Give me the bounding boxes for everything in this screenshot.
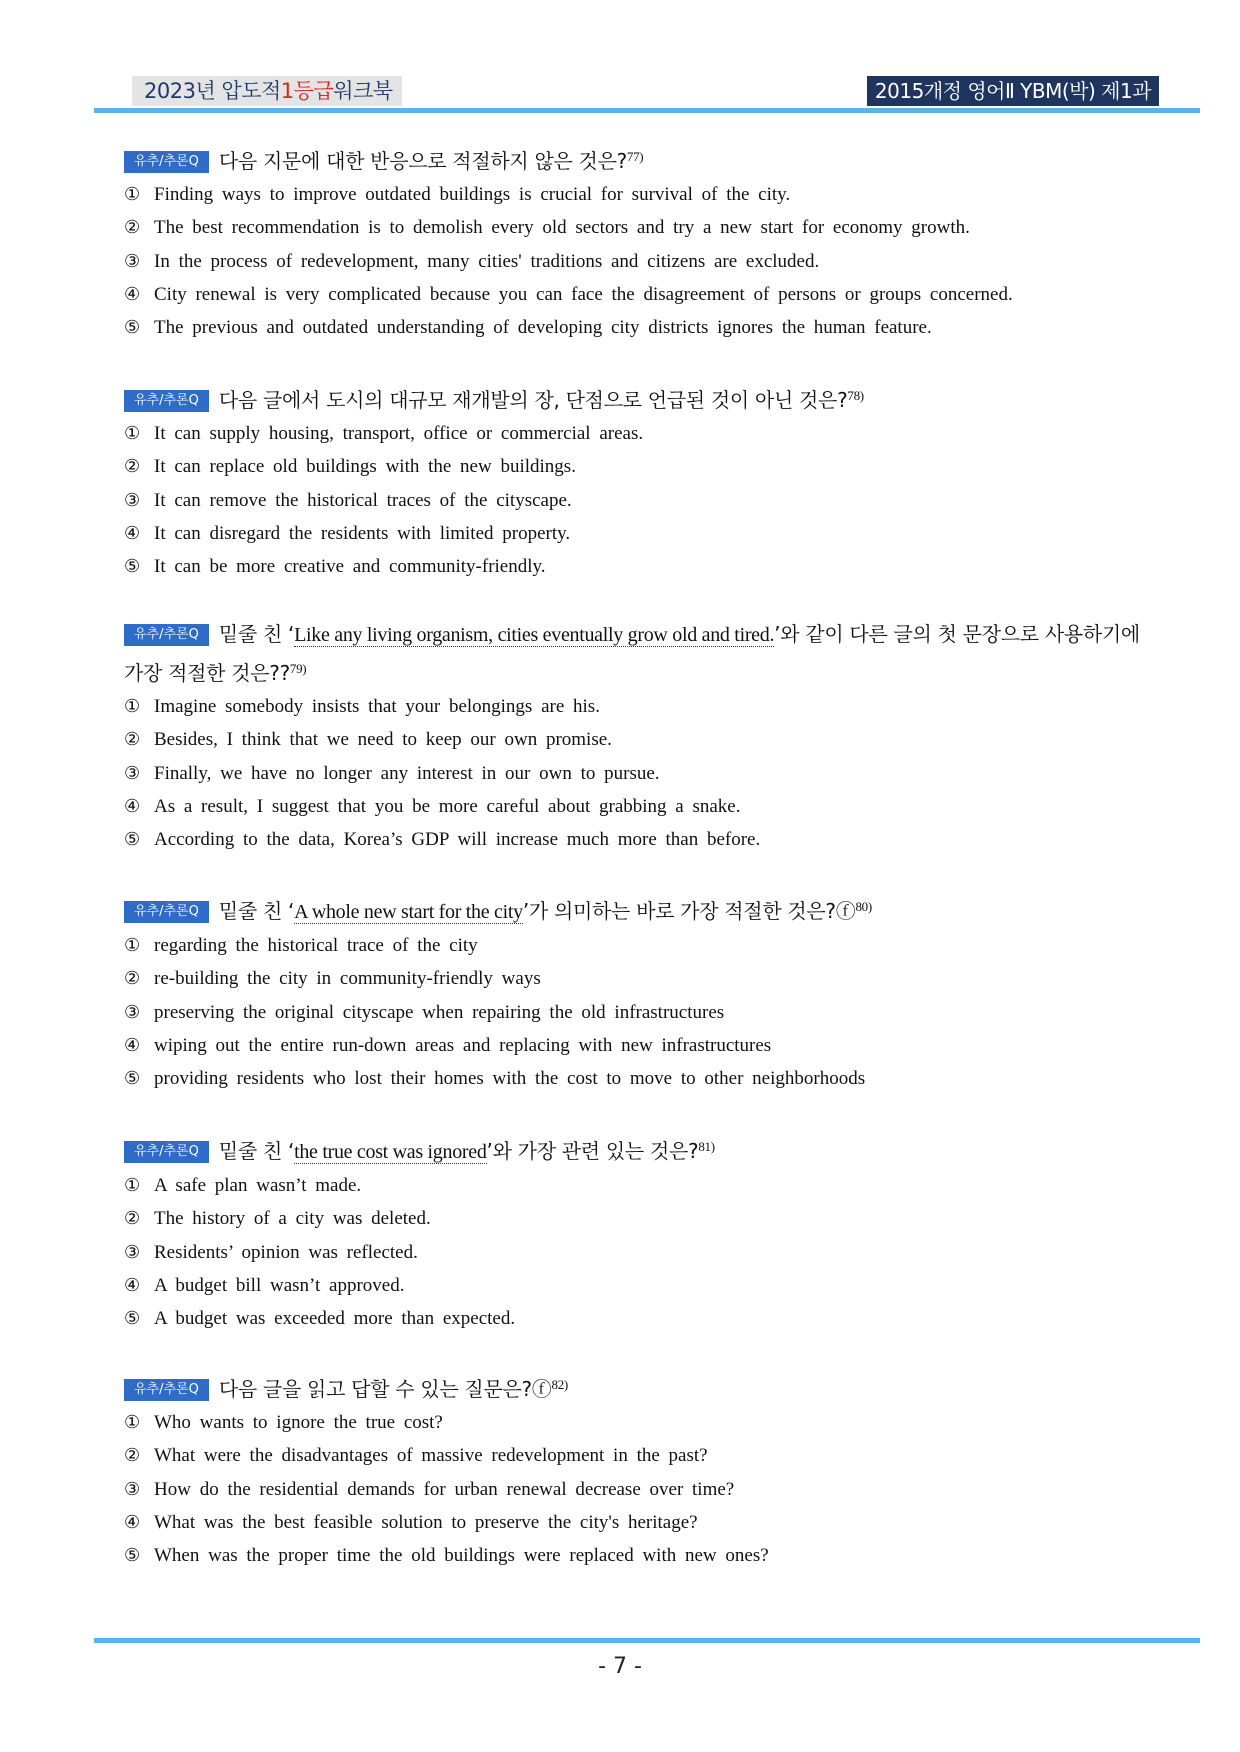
question-type-badge: 유추/추론Q [124, 151, 209, 173]
question-80 [124, 890, 1164, 1095]
question-77 [124, 140, 1164, 344]
question-header [124, 1368, 1164, 1406]
question-81 [124, 1130, 1164, 1335]
answer-option[interactable]: ① A safe plan wasn’t made. [124, 1175, 362, 1196]
answer-option[interactable]: ③ Finally, we have no longer any interest in our own to pursue. [124, 762, 660, 784]
footnote-number: 77) [626, 149, 644, 164]
question-header [124, 1130, 1164, 1169]
underlined-quote: the true cost was ignored [294, 1141, 487, 1163]
answer-option[interactable]: ② Besides, I think that we need to keep our own promise. [124, 729, 612, 751]
top-divider [94, 108, 1200, 113]
question-prompt-suffix: ’와 가장 관련 있는 것은? [486, 1139, 699, 1163]
answer-option[interactable]: ① Imagine somebody insists that your belongings are his. [124, 696, 600, 717]
answer-option[interactable]: ④ It can disregard the residents with limited property. [124, 522, 571, 544]
answer-option[interactable]: ③ It can remove the historical traces of the cityscape. [124, 489, 572, 511]
answer-option[interactable]: ① regarding the historical trace of the city [124, 935, 478, 956]
question-header [124, 140, 1164, 178]
question-type-badge: 유추/추론Q [124, 901, 209, 923]
question-header [124, 379, 1164, 417]
question-header [124, 617, 1164, 690]
question-type-badge: 유추/추론Q [124, 1379, 209, 1401]
question-prompt-prefix: 밑줄 친 ‘ [218, 1139, 295, 1163]
page-header [94, 76, 1194, 106]
question-prompt-suffix: ’가 의미하는 바로 가장 적절한 것은?ⓕ [522, 899, 856, 923]
question-82 [124, 1368, 1164, 1572]
answer-option[interactable]: ④ City renewal is very complicated because you can face the disagreement of persons or groups concerned. [124, 283, 1013, 305]
answer-option[interactable]: ⑤ The previous and outdated understanding of developing city districts ignores the human feature. [124, 317, 932, 339]
answer-option[interactable]: ④ As a result, I suggest that you be more careful about grabbing a snake. [124, 795, 741, 817]
workbook-title: 2023년 압도적1등급워크북 [132, 76, 402, 106]
answer-option[interactable]: ① It can supply housing, transport, office or commercial areas. [124, 423, 644, 444]
underlined-quote: A whole new start for the city [294, 901, 523, 923]
question-prompt-prefix: 밑줄 친 ‘ [218, 622, 295, 646]
question-type-badge: 유추/추론Q [124, 1141, 209, 1163]
answer-option[interactable]: ② The best recommendation is to demolish every old sectors and try a new start for economy growth. [124, 217, 970, 239]
answer-option[interactable]: ② The history of a city was deleted. [124, 1208, 431, 1230]
footnote-number: 79) [289, 661, 307, 676]
answer-option[interactable]: ④ What was the best feasible solution to preserve the city's heritage? [124, 1511, 698, 1533]
question-prompt-prefix: 밑줄 친 ‘ [218, 899, 295, 923]
course-title: 2015개정 영어Ⅱ YBM(박) 제1과 [867, 76, 1159, 106]
answer-option[interactable]: ⑤ providing residents who lost their homes with the cost to move to other neighborhoods [124, 1068, 866, 1090]
question-type-badge: 유추/추론Q [124, 390, 209, 412]
question-78 [124, 379, 1164, 583]
answer-option[interactable]: ② What were the disadvantages of massive redevelopment in the past? [124, 1445, 708, 1467]
page-number: - 7 - [598, 1654, 642, 1679]
question-header [124, 890, 1164, 929]
question-prompt: 다음 글에서 도시의 대규모 재개발의 장, 단점으로 언급된 것이 아닌 것은? [218, 388, 848, 412]
answer-options [124, 1406, 1164, 1572]
footnote-number: 80) [855, 899, 872, 914]
answer-options [124, 1169, 1164, 1335]
answer-options [124, 929, 1164, 1095]
answer-options [124, 178, 1164, 344]
bottom-divider [94, 1638, 1200, 1643]
answer-option[interactable]: ① Who wants to ignore the true cost? [124, 1412, 443, 1433]
answer-option[interactable]: ④ A budget bill wasn’t approved. [124, 1274, 405, 1296]
answer-option[interactable]: ③ Residents’ opinion was reflected. [124, 1241, 418, 1263]
answer-option[interactable]: ① Finding ways to improve outdated buildings is crucial for survival of the city. [124, 184, 791, 205]
answer-option[interactable]: ② It can replace old buildings with the new buildings. [124, 456, 576, 478]
footnote-number: 78) [847, 388, 864, 403]
question-type-badge: 유추/추론Q [124, 624, 209, 646]
question-prompt-suffix: ’와 같이 다른 글의 첫 문장으로 사용하기에 가장 적절한 것은?? [124, 622, 1140, 685]
question-prompt: 다음 지문에 대한 반응으로 적절하지 않은 것은? [218, 149, 627, 173]
question-prompt: 다음 글을 읽고 답할 수 있는 질문은?ⓕ [218, 1377, 552, 1401]
answer-option[interactable]: ⑤ According to the data, Korea’s GDP will increase much more than before. [124, 829, 761, 851]
answer-options [124, 417, 1164, 583]
answer-option[interactable]: ⑤ It can be more creative and community-friendly. [124, 556, 546, 578]
answer-option[interactable]: ④ wiping out the entire run-down areas and replacing with new infrastructures [124, 1034, 772, 1056]
answer-option[interactable]: ⑤ A budget was exceeded more than expected. [124, 1308, 516, 1330]
answer-option[interactable]: ⑤ When was the proper time the old buildings were replaced with new ones? [124, 1545, 769, 1567]
question-79 [124, 617, 1164, 856]
answer-option[interactable]: ③ preserving the original cityscape when repairing the old infrastructures [124, 1001, 725, 1023]
answer-option[interactable]: ③ In the process of redevelopment, many cities' traditions and citizens are excluded. [124, 250, 820, 272]
answer-options [124, 690, 1164, 856]
footnote-number: 81) [698, 1139, 715, 1154]
answer-option[interactable]: ③ How do the residential demands for urban renewal decrease over time? [124, 1478, 735, 1500]
answer-option[interactable]: ② re-building the city in community-friendly ways [124, 968, 541, 990]
footnote-number: 82) [551, 1377, 568, 1392]
underlined-quote: Like any living organism, cities eventually grow old and tired. [294, 624, 775, 646]
